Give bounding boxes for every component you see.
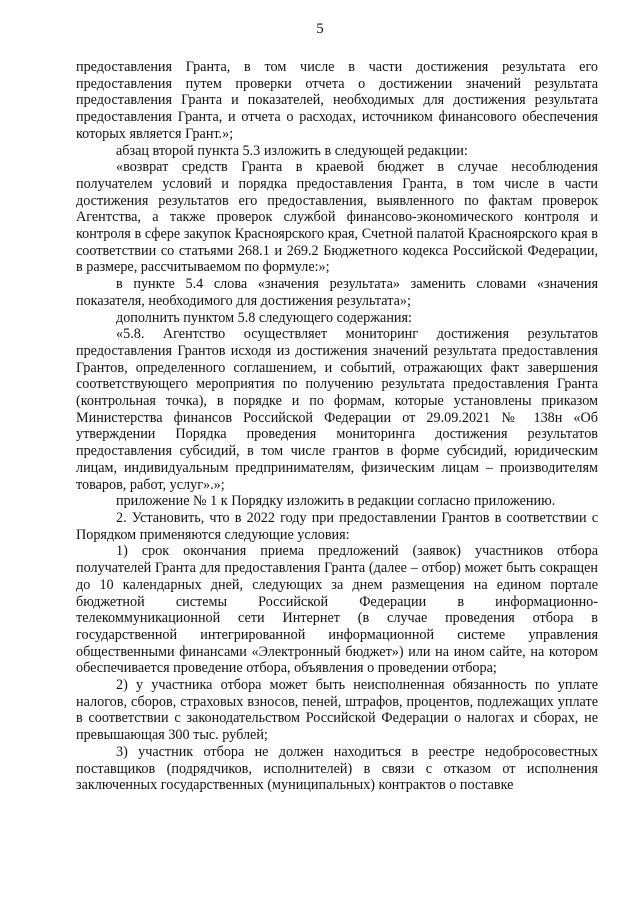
paragraph: 2. Установить, что в 2022 году при предоставлении Грантов в соответствии с Порядком применяются следующие условия: — [76, 509, 598, 543]
document-body — [76, 59, 598, 794]
paragraph: абзац второй пункта 5.3 изложить в следующей редакции: — [116, 142, 468, 159]
paragraph: «5.8. Агентство осуществляет мониторинг достижения результатов предоставления Грантов исходя из достижения значений результата предоставления Грантов, определенного соглашением, и событий, отражающих факт завершения соответствующего мероприятия по получению результата предоставления Гранта (контрольная точка), в порядке и по формам, которые установлены приказом Министерства финансов Российской Федерации от 29.09.2021 № 138н «Об утверждении Порядка проведения мониторинга достижения результатов предоставления субсидий, в том числе грантов в форме субсидий, юридическим лицам, индивидуальным предпринимателям, физическим лицам – производителям товаров, работ, услуг».»; — [76, 326, 598, 493]
paragraph: «возврат средств Гранта в краевой бюджет в случае несоблюдения получателем условий и порядка предоставления Гранта, в том числе в части достижения результатов его предоставления, выявленного по фактам проверок Агентства, а также проверок службой финансово-экономического контроля и контроля в сфере закупок Красноярского края, Счетной палатой Красноярского края в соответствии со статьями 268.1 и 269.2 Бюджетного кодекса Российской Федерации, в размере, рассчитываемом по формуле:»; — [76, 159, 598, 276]
list-item-2: 2) у участника отбора может быть неисполненная обязанность по уплате налогов, сборов, страховых взносов, пеней, штрафов, процентов, подлежащих уплате в соответствии с законодательством Российской Федерации о налогах и сборах, не превышающая 300 тыс. рублей; — [76, 677, 598, 744]
list-item-3: 3) участник отбора не должен находиться в реестре недобросовестных поставщиков (подрядчиков, исполнителей) в связи с отказом от исполнения заключенных государственных (муниципальных) контрактов о поставке — [76, 743, 598, 794]
paragraph: дополнить пунктом 5.8 следующего содержания: — [116, 309, 412, 326]
paragraph-continuation: предоставления Гранта, в том числе в части достижения результата его предоставления путем проверки отчета о достижении значений результата предоставления Гранта и показателей, необходимых для достижения результата предоставления Гранта, и отчета о расходах, источником финансового обеспечения которых является Грант.»; — [76, 59, 598, 142]
list-item-1: 1) срок окончания приема предложений (заявок) участников отбора получателей Гранта для предоставления Гранта (далее – отбор) может быть сокращен до 10 календарных дней, следующих за днем размещения на едином портале бюджетной системы Российской Федерации в информационно-телекоммуникационной сети Интернет (в случае проведения отбора в государственной интегрированной информационной системе управления общественными финансами «Электронный бюджет») или на ином сайте, на котором обеспечивается проведение отбора, объявления о проведении отбора; — [76, 543, 598, 677]
paragraph: приложение № 1 к Порядку изложить в редакции согласно приложению. — [116, 493, 556, 510]
paragraph: в пункте 5.4 слова «значения результата» заменить словами «значения показателя, необходимого для достижения результата»; — [76, 276, 598, 309]
page-number: 5 — [316, 21, 324, 37]
